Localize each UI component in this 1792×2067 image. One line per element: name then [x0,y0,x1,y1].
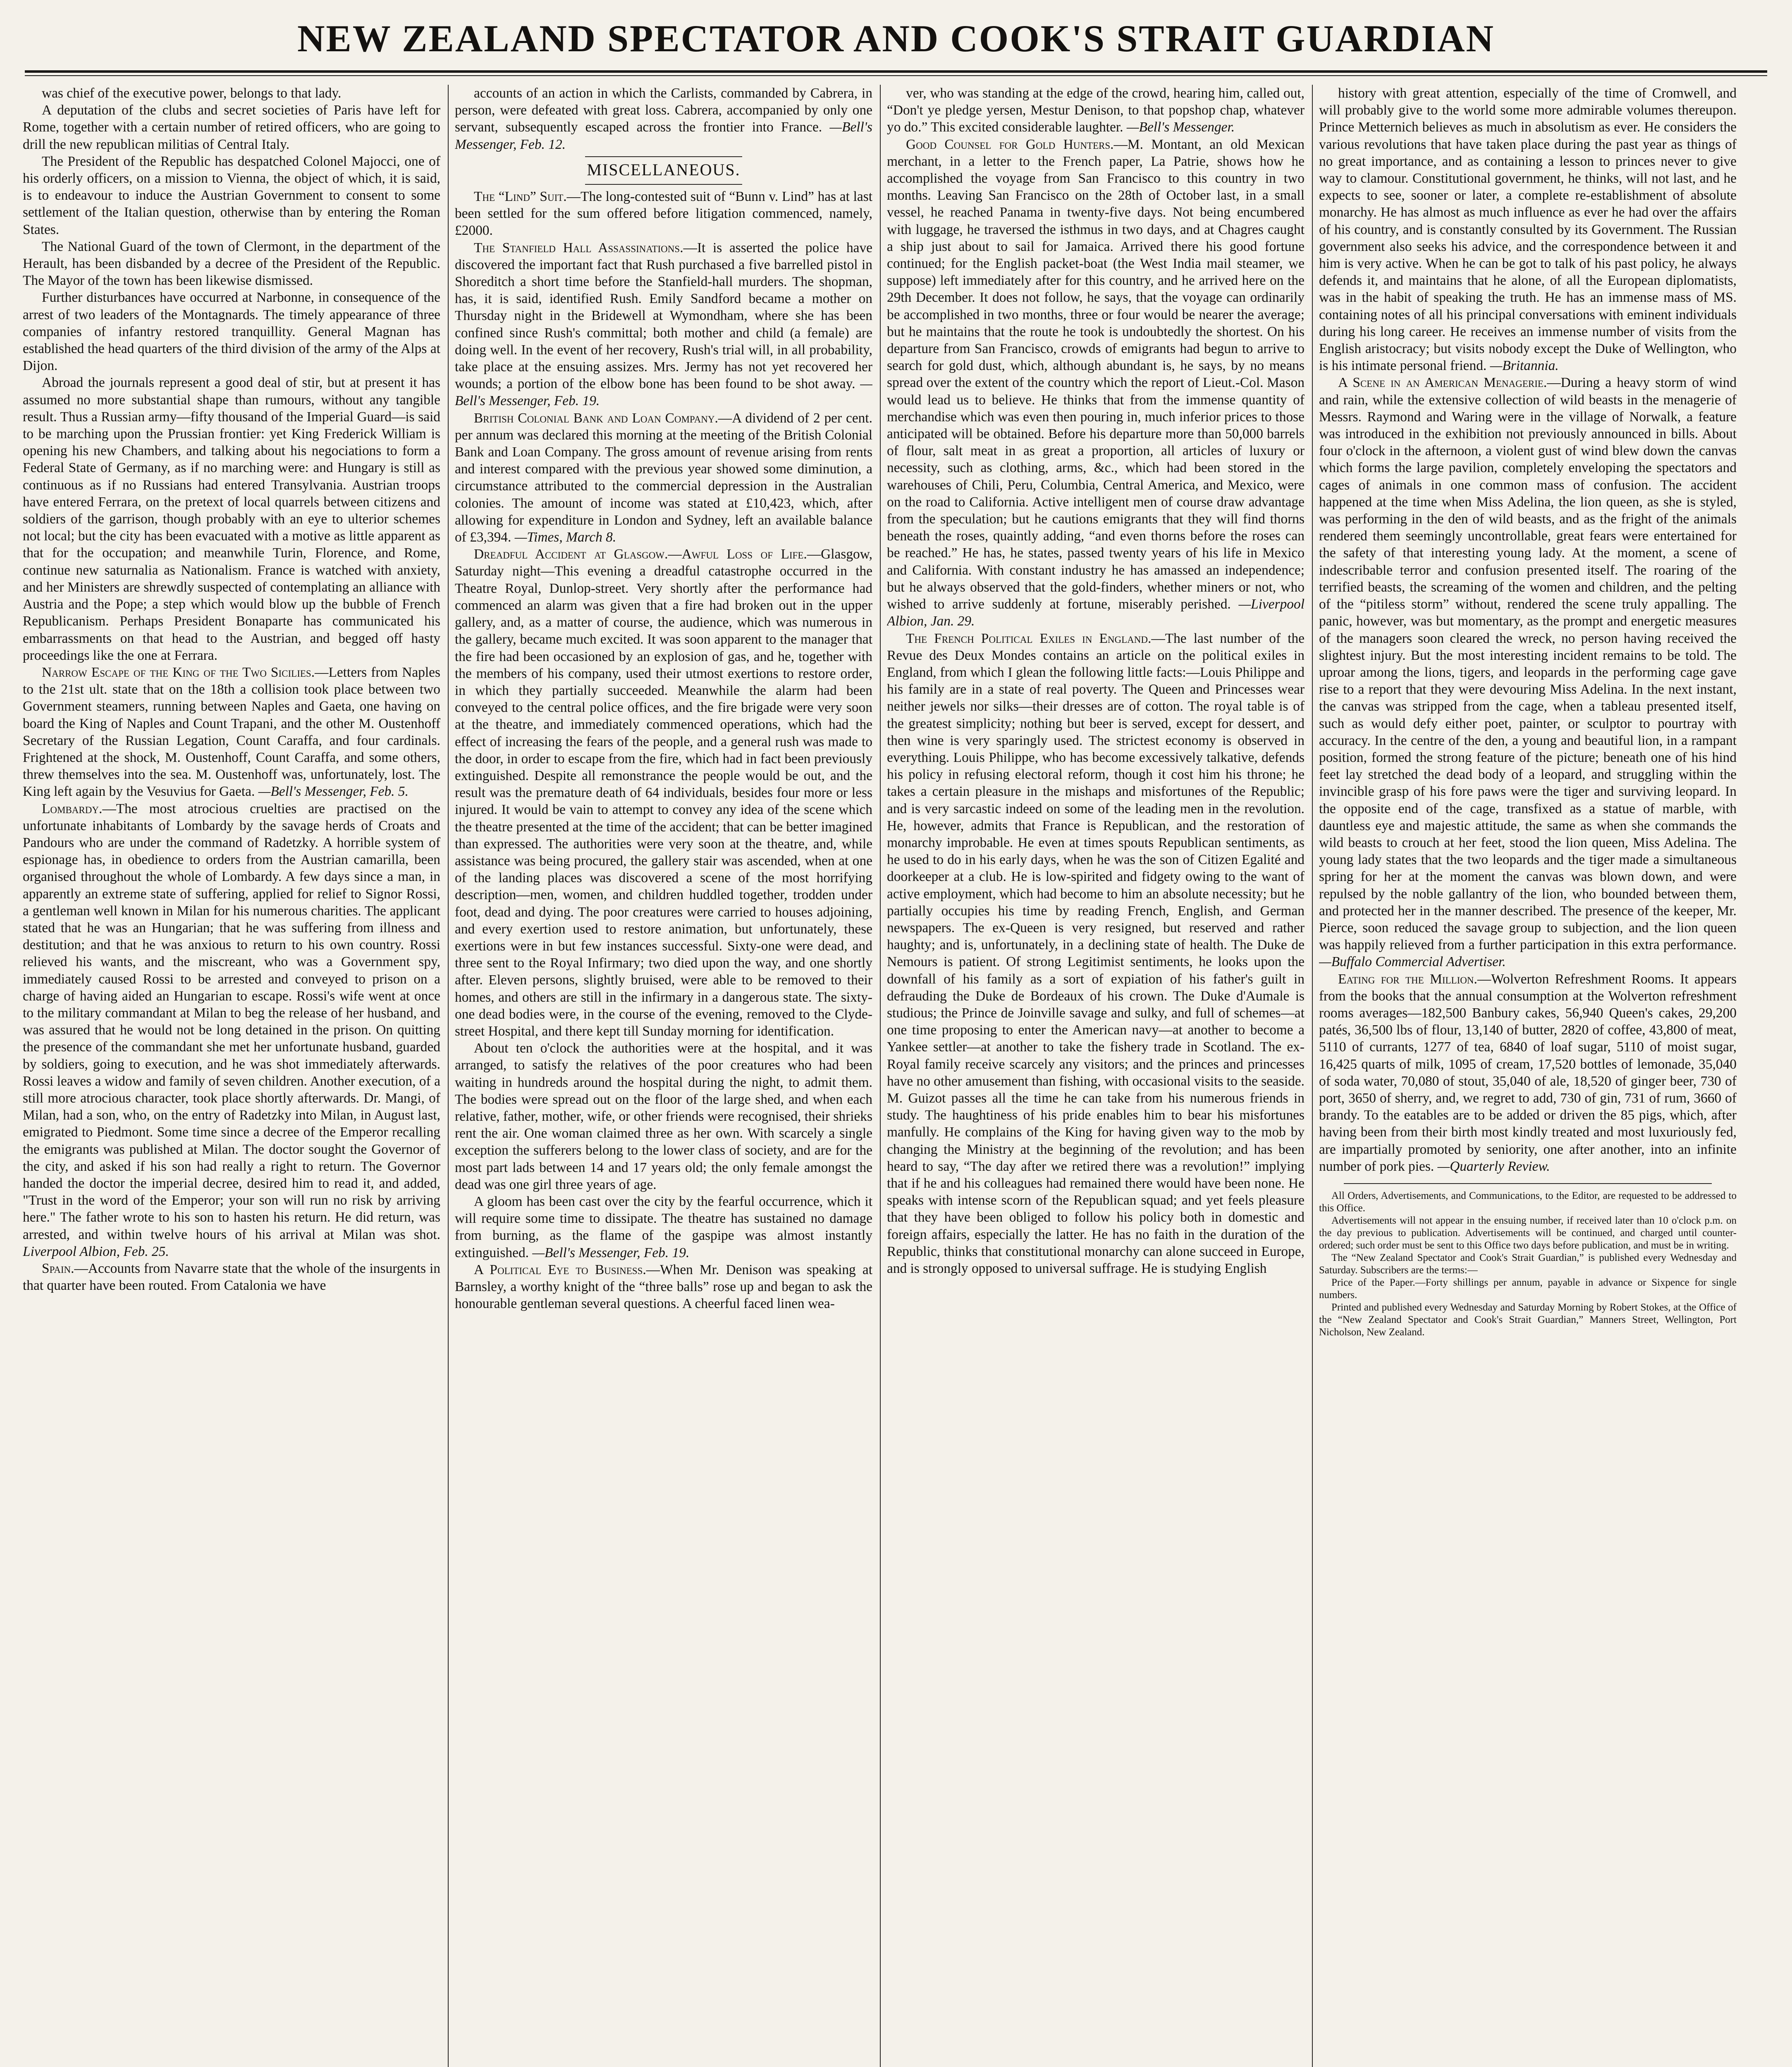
article-paragraph [455,1040,872,1193]
article-source: —Bell's Messenger, Feb. 12. [455,119,872,152]
article-headline: A Scene in an American Menagerie. [1338,375,1547,391]
publisher-notice [1319,1190,1737,1339]
article-text: —Wolverton Refreshment Rooms. It appears from the books that the annual consumption at the Wolverton refreshment rooms averages—182,500 Banbury cakes, 56,940 Queen's cakes, 29,200 patés, 36,500 lbs of flour, 13,140 of butter, 2820 of coffee, 43,800 of meat, 5110 of currants, 1277 of tea, 6840 of loaf sugar, 5110 of moist sugar, 16,425 quarts of milk, 1095 of cream, 17,520 bottles of lemonade, 35,040 of soda water, 70,080 of stout, 35,040 of ale, 18,520 of ginger beer, 730 of port, 3650 of sherry, and, we regret to add, 730 of gin, 731 of rum, 3660 of brandy. To the eatables are to be added or driven the 85 pigs, which, after having been from their birth most kindly treated and most luxuriously fed, are impartially promoted by seniority, one after another, into an infinite number of pork pies. [1319,971,1737,1174]
article-paragraph [23,374,440,664]
article-paragraph [23,85,440,102]
article-paragraph [1319,85,1737,374]
article-text: —The last number of the Revue des Deux Mondes contains an article on the political exiles in England, from which I glean the following little facts:—Louis Philippe and his family are in a state of real poverty. The Queen and Princesses wear neither jewels nor silks—their dresses are of cotton. The royal table is of the greatest simplicity; nothing but beer is served, except for dessert, and then wine is very sparingly used. The strictest economy is observed in everything. Louis Philippe, who has become excessively talkative, defends his policy in refusing electoral reform, though it cost him his throne; he takes a certain pleasure in the mishaps and misfortunes of the Republic; and is very sarcastic indeed on some of the leading men in the revolution. He, however, admits that France is Republican, and the restoration of monarchy improbable. He even at times spouts Republican sentiments, as he used to do in his early days, when he was the son of Citizen Egalité and doorkeeper at a club. He is low-spirited and fidgety owing to the want of active employment, which had become to him an absolute necessity; but he partially occupies his time by reading French, English, and German newspapers. The ex-Queen is very resigned, but reserved and rather haughty; and is, unfortunately, in a declining state of health. The Duke de Nemours is patient. Of strong Legitimist sentiments, he looks upon the downfall of his family as a sort of expiation of his father's guilt in defrauding the Duke de Bordeaux of his crown. The Duke d'Aumale is studious; the Prince de Joinville savage and sulky, and full of schemes—at one time proposing to enter the American navy—at another to become a Yankee settler—at another to take the fishery trade in Scotland. The ex-Royal family receive scarcely any visitors; and the princes and princesses have no other amusement than fishing, with occasional visits to the seaside. M. Guizot passes all the time he can take from his numerous friends in study. The haughtiness of his pride enables him to bear his misfortunes manfully. He complains of the King for having given way to the mob by changing the Ministry at the beginning of the revolution; and has been heard to say, “The day after we retired there was a revolution!” implying that if he and his colleagues had remained there would have been none. He speaks with intense scorn of the Republican squad; and yet feels pleasure that they have been obliged to follow his policy both in domestic and foreign affairs, especially the latter. He has no faith in the duration of the Republic, thinks that constitutional monarchy can alone succeed in Europe, and is strongly opposed to universal suffrage. He is studying English [887,630,1305,1277]
article-paragraph [23,1260,440,1294]
article-source: —Britannia. [1490,358,1559,374]
article-paragraph [455,239,872,410]
article-source: Liverpool Albion, Feb. 25. [23,1244,169,1259]
column-divider [880,85,881,2067]
article-text: —During a heavy storm of wind and rain, while the extensive collection of wild beasts in the menagerie of Messrs. Raymond and Waring were in the village of Norwalk, a feature was introduced in the exhibition not previously announced in bills. About four o'clock in the afternoon, a violent gust of wind blew down the canvas which forms the large pavilion, completely enveloping the spectators and cages of animals in one common mass of confusion. The accident happened at the time when Miss Adelina, the lion queen, as she is styled, was performing in the den of wild beasts, and as the fright of the animals rendered them seemingly uncontrollable, great fears were entertained for the safety of that interesting young lady. At the moment, a scene of indescribable terror and confusion presented itself. The roaring of the terrified beasts, the screaming of the women and children, and the pelting of the “pitiless storm” without, rendered the scene truly appalling. The panic, however, was but momentary, as the prompt and energetic measures of the managers soon cleared the wreck, no person having received the slightest injury. But the most interesting incident remains to be told. The uproar among the lions, tigers, and leopards in the performing cage gave rise to a report that they were devouring Miss Adelina. In the next instant, the canvas was stripped from the cage, when a tableau presented itself, such as would defy either poet, painter, or sculptor to pourtray with accuracy. In the centre of the den, a young and beautiful lion, in a rampant position, formed the strong feature of the picture; beneath one of his hind feet lay stretched the dead body of a leopard, and struggling within the invincible grasp of his fore paws were the tiger and surviving leopard. In the opposite end of the cage, transfixed as a statue of marble, with dauntless eye and majestic attitude, the same as when she commands the wild beasts to crouch at her feet, stood the lion queen, Miss Adelina. The young lady states that the two leopards and the tiger made a simultaneous spring for her at the moment the canvas was blown down, and were repulsed by the noble gallantry of the lion, who bounded between them, and protected her in the manner described. The presence of the keeper, Mr. Pierce, soon reduced the savage group to subjection, and the lion queen was happily relieved from a further participation in this extra performance. [1319,375,1737,953]
article-headline: Eating for the Million. [1338,971,1477,987]
article-text: —Accounts from Navarre state that the whole of the insurgents in that quarter have been routed. From Catalonia we have [23,1261,440,1294]
section-rule [585,184,742,185]
article-paragraph [1319,374,1737,970]
article-text: —When Mr. Denison was speaking at Barnsley, a worthy knight of the “three balls” rose up and began to ask the honourable gentleman several questions. A cheerful faced linen wea- [455,1262,872,1312]
article-paragraph [455,410,872,546]
article-headline: Spain. [42,1261,74,1277]
notice-rule [1344,1183,1712,1184]
article-headline: A Political Eye to Business. [474,1262,646,1277]
article-headline: The “Lind” Suit. [474,189,567,205]
article-paragraph [455,188,872,239]
article-text: Further disturbances have occurred at Narbonne, in consequence of the arrest of two leaders of the Montagnards. The timely appearance of three companies of infantry restored tranquillity. General Magnan has established the head quarters of the third division of the army of the Alps at Dijon. [23,290,440,374]
article-paragraph [887,85,1305,136]
article-paragraph [455,85,872,153]
notice-line: Price of the Paper.—Forty shillings per annum, payable in advance or Sixpence for single numbers. [1319,1277,1737,1301]
notice-line: All Orders, Advertisements, and Communications, to the Editor, are requested to be addressed to this Office. [1319,1190,1737,1214]
column-divider [1312,85,1313,2067]
masthead-rule [25,70,1767,73]
article-paragraph [23,289,440,374]
article-headline: Good Counsel for Gold Hunters. [906,136,1114,152]
article-paragraph [887,136,1305,630]
article-paragraph [455,1261,872,1313]
article-headline: British Colonial Bank and Loan Company. [474,410,718,426]
article-text: —Letters from Naples to the 21st ult. state that on the 18th a collision took place between two Government steamers, running between Naples and Gaeta, one having on board the King of Naples and Count Trapani, and the other M. Oustenhoff Secretary of the Russian Legation, Count Caraffa, and four cardinals. Frightened at the shock, M. Oustenhoff, Count Caraffa, and some others, threw themselves into the sea. M. Oustenhoff was, unfortunately, lost. The King left again by the Vesuvius for Gaeta. [23,664,440,800]
article-paragraph [23,800,440,1260]
notice-line: Advertisements will not appear in the ensuing number, if received later than 10 o'clock p.m. on the day previous to publication. Advertisements will be continued, and charged until counter-ordered; such order must be sent to this Office two days before publication, and must be in writing. [1319,1215,1737,1251]
article-text: A deputation of the clubs and secret societies of Paris have left for Rome, together with a certain number of retired officers, who are going to drill the new republican militias of Central Italy. [23,103,440,152]
article-paragraph [23,238,440,289]
article-text: A gloom has been cast over the city by the fearful occurrence, which it will require some time to dissipate. The theatre has sustained no damage from burning, as the flame of the gaspipe was almost instantly extinguished. [455,1194,872,1260]
article-source: —Liverpool Albion, Jan. 29. [887,597,1305,629]
article-source: —Bell's Messenger, Feb. 19. [532,1245,690,1260]
article-headline: Narrow Escape of the King of the Two Sicilies. [42,664,315,680]
section-rule [585,156,742,157]
article-paragraph [455,546,872,1040]
article-text: Abroad the journals represent a good deal of stir, but at present it has assumed no more substantial shape than rumours, without any tangible result. Thus a Russian army—fifty thousand of the Imperial Guard—is said to be marching upon the Prussian frontier: yet King Frederick William is opening his new Chambers, and talking about his negociations to form a Federal State of Germany, as if no marching were: and Hungary is still as continuous as if no Russians had entered Transylvania. Austrian troops have entered Ferrara, on the pretext of local quarrels between citizens and soldiers of the garrison, though probably with an eye to ulterior schemes not local; but the city has been evacuated with a motive as little apparent as that for the occupation; and meanwhile Turin, Florence, and Rome, continue new saturnalia as Nationalism. France is watched with anxiety, and her Ministers are shrewdly suspected of contemplating an alliance with Austria and the Pope; a step which would blow up the bubble of French Republicanism. Perhaps President Bonaparte has communicated his embarrassments on that head to the Austrian, and begged off hasty proceedings like the one at Ferrara. [23,375,440,663]
article-source: —Times, March 8. [514,530,616,545]
column-1 [23,85,440,2067]
article-paragraph [455,1193,872,1261]
masthead-rule-thin [25,75,1767,76]
article-source: —Bell's Messenger. [1126,119,1235,135]
column-divider [448,85,449,2067]
masthead: NEW ZEALAND SPECTATOR AND COOK'S STRAIT GUARDIAN [297,17,1495,60]
notice-line: Printed and published every Wednesday and Saturday Morning by Robert Stokes, at the Office of the “New Zealand Spectator and Cook's Strait Guardian,” Manners Street, Wellington, Port Nicholson, New Zealand. [1319,1302,1737,1338]
article-text: The National Guard of the town of Clermont, in the department of the Herault, has been disbanded by a decree of the President of the Republic. The Mayor of the town has been likewise dismissed. [23,239,440,289]
article-text: ver, who was standing at the edge of the crowd, hearing him, called out, “Don't ye pledge yersen, Mestur Denison, to that popshop chap, whatever yo do.” This excited considerable laughter. [887,86,1305,135]
article-text: history with great attention, especially of the time of Cromwell, and will probably give to the world some more admirable volumes thereupon. Prince Metternich believes as much in absolutism as ever. He considers the various revolutions that have taken place during the past year as things of no great importance, and as containing a lesson to princes never to give way to clamour. Constitutional government, he thinks, will not last, and he expects to see, sooner or later, a complete re-establishment of absolute monarchy. He has almost as much influence as ever he had over the affairs of his country, and is constantly consulted by its Government. The Russian government also seeks his advice, and the correspondence between it and him is very active. When he can be got to talk of his past policy, he always defends it, and maintains that he alone, of all the European diplomatists, was in the habit of speaking the truth. He has an immense mass of MS. containing notes of all his principal conversations with eminent individuals during his long career. He receives an immense number of visits from the English aristocracy; but visits nobody except the Duke of Wellington, who is his intimate personal friend. [1319,86,1737,374]
article-paragraph [23,153,440,238]
article-headline: The Stanfield Hall Assassinations. [474,240,683,255]
article-paragraph [887,630,1305,1277]
column-2 [455,85,872,2067]
article-source: —Bell's Messenger, Feb. 19. [455,376,872,409]
article-paragraph [1319,971,1737,1175]
notice-line: The “New Zealand Spectator and Cook's Strait Guardian,” is published every Wednesday and Saturday. Subscribers are the terms:— [1319,1252,1737,1276]
article-paragraph [23,664,440,800]
article-text: —Glasgow, Saturday night—This evening a dreadful catastrophe occurred in the Theatre Royal, Dunlop-street. Very shortly after the performance had commenced an alarm was given that a fire had broken out in the upper gallery, and, as a matter of course, the audience, which was numerous in the gallery, became much excited. It was soon apparent to the manager that the fire had been occasioned by an explosion of gas, and he, together with the members of his company, used their utmost exertions to restore order, in which they partially succeeded. Meanwhile the alarm had been conveyed to the central police offices, and the fire brigade were very soon at the theatre, and immediately commenced operations, which had the effect of increasing the fears of the people, and a general rush was made to the door, in order to escape from the fire, which had in fact been previously extinguished. Despite all remonstrance the people would be out, and the result was the premature death of 64 individuals, besides four more or less injured. It would be vain to attempt to convey any idea of the scene which the theatre presented at the time of the accident; that can be better imagined than expressed. The authorities were very soon at the theatre, and, while assistance was being procured, the gallery stair was ascended, when at one of the landing places was discovered a scene of the most horrifying description—men, women, and children huddled together, trodden under foot, dead and dying. The poor creatures were carried to houses adjoining, and every exertion used to restore animation, but unfortunately, these exertions were in but few instances successful. Sixty-one were dead, and three sent to the Royal Infirmary; two died upon the way, and one shortly after. Eleven persons, slightly bruised, were able to be removed to their homes, and others are still in the infirmary in a dangerous state. The sixty-one dead bodies were, in the course of the evening, removed to the Clyde-street Hospital, and there kept till Sunday morning for identification. [455,547,872,1039]
article-text: —The most atrocious cruelties are practised on the unfortunate inhabitants of Lombardy by the savage herds of Croats and Pandours who are under the command of Radetzky. A horrible system of espionage has, in obedience to orders from the Austrian camarilla, been organised throughout the whole of Lombardy. A few days since a man, in apparently an extreme state of suffering, applied for relief to Signor Rossi, a gentleman well known in Milan for his numerous charities. The applicant stated that he was an Hungarian; that he was suffering from illness and destitution; and that he was anxious to return to his own country. Rossi relieved his wants, and the miscreant, who was a Government spy, immediately caused Rossi to be arrested and conveyed to prison on a charge of having aided an Hungarian to escape. Rossi's wife went at once to the military commandant at Milan to beg the release of her husband, and was assured that he would not be long detained in the prison. On quitting the presence of the commandant she met her unfortunate husband, guarded by soldiers, going to execution, and he was shot immediately afterwards. Rossi leaves a widow and family of seven children. Another execution, of a still more atrocious character, took place shortly afterwards. Dr. Mangi, of Milan, had a son, who, on the entry of Radetzky into Milan, in August last, emigrated to Piedmont. Some time since a decree of the Emperor recalling the emigrants was published at Milan. The doctor sought the Governor of the city, and asked if his son had really a right to return. The Governor handed the doctor the imperial decree, desired him to read it, and added, "Trust in the word of the Emperor; your son will run no risk by arriving here." The father wrote to his son to hasten his return. He did return, was arrested, and within twelve hours of his arrival at Milan was shot. [23,801,440,1242]
article-text: —It is asserted the police have discovered the important fact that Rush purchased a five barrelled pistol in Shoreditch a short time before the Stanfield-hall murders. The shopman, has, it is said, identified Rush. Emily Sandford became a mother on Thursday night in the Bridewell at Wymondham, where she has been confined since Rush's committal; both mother and child (a female) are doing well. In the event of her recovery, Rush's trial will, in all probability, take place at the ensuing assizes. Mrs. Jermy has not yet recovered her wounds; a portion of the elbow bone has been found to be shot away. [455,240,872,392]
article-source: —Buffalo Commercial Advertiser. [1319,954,1506,970]
article-source: —Quarterly Review. [1437,1158,1550,1174]
article-text: —A dividend of 2 per cent. per annum was declared this morning at the meeting of the British Colonial Bank and Loan Company. The gross amount of revenue arising from rents and interest compared with the previous year showed some diminution, a circumstance attributed to the commercial depression in the Australian colonies. The amount of income was stated at £10,423, which, after allowing for expenditure in London and Sydney, left an available balance of £3,394. [455,410,872,545]
article-text: —The long-contested suit of “Bunn v. Lind” has at last been settled for the sum offered before litigation commenced, namely, £2000. [455,189,872,239]
article-text: —M. Montant, an old Mexican merchant, in a letter to the French paper, La Patrie, shows how he accomplished the voyage from San Francisco to this country in two months. Leaving San Francisco on the 28th of October last, in a small vessel, he reached Panama in twenty-five days. Not being encumbered with luggage, he traversed the isthmus in two days, and at Chagres caught a ship just about to sail for Jamaica. Arrived there his good fortune continued; for the English packet-boat (the West India mail steamer, we suppose) left immediately after for this country, and he arrived here on the 29th December. It does not follow, he says, that the voyage can ordinarily be accomplished in two months, three or four would be nearer the average; but he maintains that the route he took is undoubtedly the shortest. On his departure from San Francisco, crowds of emigrants had begun to arrive to search for gold dust, which, although abundant is, he says, by no means spread over the extent of the country which the report of Lieut.-Col. Mason would lead us to believe. He thinks that from the immense quantity of merchandise which was even then pouring in, much inferior prices to those anticipated will be obtained. Before his departure more than 50,000 barrels of flour, salt meat in as great a proportion, all articles of luxury or necessity, such as clothing, arms, &c., which had been stored in the warehouses of Chili, Peru, Columbia, Central America, and Mexico, were on the road to California. Active intelligent men of course draw advantage from the speculation; but he cautions emigrants that they will find thorns beneath the roses, quaintly adding, “and even thorns before the roses can be reached.” He has, he states, passed twenty years of his life in Mexico and California. With constant industry he has amassed an independence; but he always observed that the gold-finders, whether miners or not, who wished to arrive suddenly at fortune, miserably perished. [887,136,1305,612]
column-3 [887,85,1305,2067]
article-headline: Dreadful Accident at Glasgow.—Awful Loss of Life. [474,547,807,562]
article-text: accounts of an action in which the Carlists, commanded by Cabrera, in person, were defeated with great loss. Cabrera, accompanied by only one servant, subsequently escaped across the frontier into France. [455,86,872,135]
article-source: —Bell's Messenger, Feb. 5. [258,784,409,800]
article-headline: The French Political Exiles in England. [906,630,1152,646]
article-text: About ten o'clock the authorities were at the hospital, and it was arranged, to satisfy the relatives of the poor creatures who had been waiting in hundreds around the hospital during the night, to admit them. The bodies were spread out on the floor of the large shed, and when each relative, father, mother, wife, or other friends were recognised, their shrieks rent the air. One woman claimed three as her own. With scarcely a single exception the sufferers belong to the lower class of society, and are for the most part lads between 14 and 17 years old; the only female amongst the dead was one girl three years of age. [455,1041,872,1192]
section-heading: MISCELLANEOUS. [587,160,741,179]
article-text: was chief of the executive power, belongs to that lady. [42,86,342,101]
column-4 [1319,85,1737,2067]
article-paragraph [23,102,440,153]
article-headline: Lombardy. [42,801,103,816]
article-text: The President of the Republic has despatched Colonel Majocci, one of his orderly officers, on a mission to Vienna, the object of which, it is said, is to endeavour to induce the Austrian Government to consent to some settlement of the Italian question, otherwise than by entering the Roman States. [23,153,440,237]
